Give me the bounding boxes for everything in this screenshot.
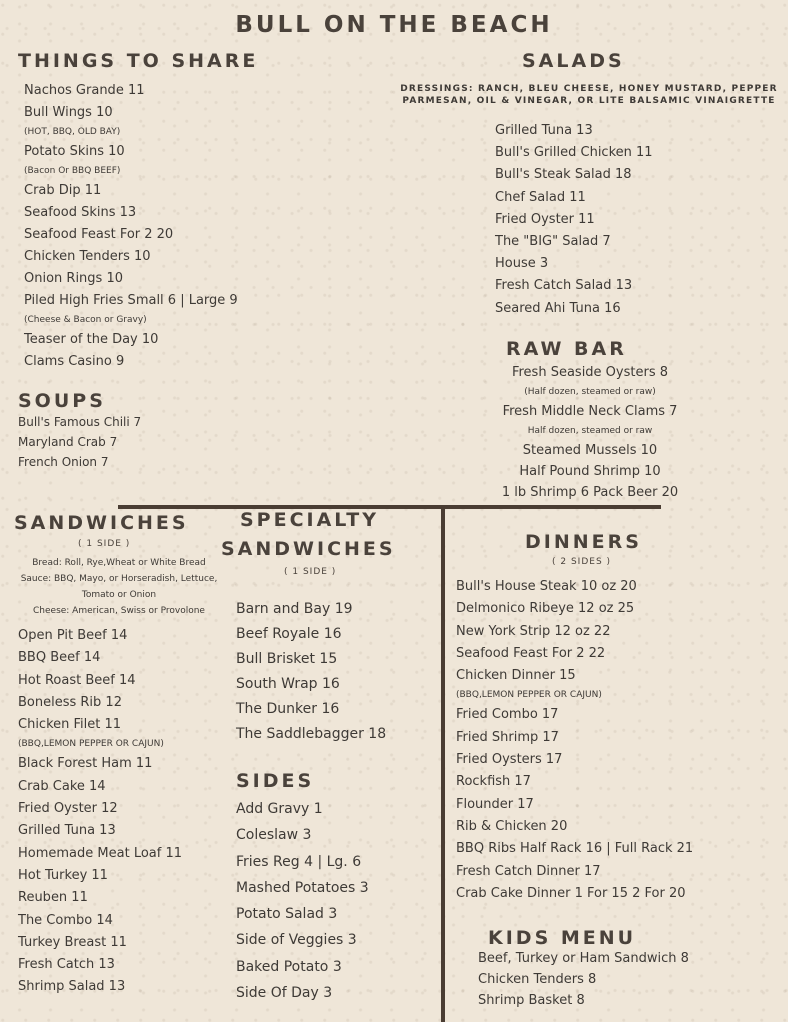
menu-item: Clams Casino 9 — [24, 354, 125, 369]
menu-item: House 3 — [495, 256, 549, 272]
salads-heading: SALADS — [522, 50, 625, 72]
menu-item: Bull's Famous Chili 7 — [18, 415, 142, 429]
share-list — [24, 80, 238, 373]
menu-item: Chef Salad 11 — [495, 189, 586, 205]
menu-item: Grilled Tuna 13 — [495, 123, 593, 138]
menu-item: Crab Cake Dinner 1 For 15 2 For 20 — [456, 885, 686, 901]
specialty-heading-2: SANDWICHES — [221, 538, 396, 560]
menu-item: Shrimp Salad 13 — [18, 979, 126, 995]
menu-item: South Wrap 16 — [236, 676, 340, 692]
menu-item: Baked Potato 3 — [236, 958, 342, 975]
item-note: (Half dozen, steamed or raw) — [524, 387, 656, 397]
kids-heading: KIDS MENU — [488, 927, 637, 949]
soups-list — [18, 412, 141, 472]
menu-item: Side of Veggies 3 — [236, 932, 357, 949]
menu-item: Side Of Day 3 — [236, 985, 333, 1002]
sandwich-options — [8, 555, 230, 619]
menu-item: Shrimp Basket 8 — [478, 993, 585, 1008]
menu-item: Bull's Grilled Chicken 11 — [495, 145, 653, 161]
menu-item: Beef Royale 16 — [236, 626, 342, 642]
cheese-options: Cheese: American, Swiss or Provolone — [33, 606, 205, 616]
menu-item: Maryland Crab 7 — [18, 435, 118, 449]
menu-item: Fresh Middle Neck Clams 7 — [502, 404, 678, 419]
menu-item: 1 lb Shrimp 6 Pack Beer 20 — [501, 485, 679, 500]
menu-item: New York Strip 12 oz 22 — [456, 623, 611, 639]
menu-item: Beef, Turkey or Ham Sandwich 8 — [478, 951, 689, 966]
menu-item: Rockfish 17 — [456, 774, 531, 790]
menu-item: The Saddlebagger 18 — [236, 726, 387, 742]
menu-item: Seafood Feast For 2 22 — [456, 645, 606, 661]
menu-item: The Combo 14 — [18, 912, 113, 928]
menu-item: Nachos Grande 11 — [24, 83, 145, 98]
soups-heading: SOUPS — [18, 390, 106, 412]
menu-item: The Dunker 16 — [236, 701, 340, 717]
item-note: (Cheese & Bacon or Gravy) — [24, 315, 147, 325]
menu-item: Crab Cake 14 — [18, 778, 106, 794]
sandwiches-list — [18, 625, 182, 999]
item-note: (HOT, BBQ, OLD BAY) — [24, 127, 121, 137]
menu-item: Teaser of the Day 10 — [24, 332, 159, 347]
menu-item: Open Pit Beef 14 — [18, 628, 128, 643]
sides-list — [236, 796, 369, 1006]
menu-item: Reuben 11 — [18, 890, 88, 906]
menu-item: Fresh Catch 13 — [18, 957, 115, 973]
menu-item: French Onion 7 — [18, 455, 109, 469]
specialty-sub: ( 1 SIDE ) — [284, 567, 337, 577]
menu-item: Bull's Steak Salad 18 — [495, 167, 632, 183]
bread-options: Bread: Roll, Rye,Wheat or White Bread — [32, 558, 206, 568]
menu-item: Hot Turkey 11 — [18, 867, 108, 883]
menu-item: Fresh Catch Dinner 17 — [456, 863, 601, 879]
menu-item: Potato Skins 10 — [24, 144, 125, 159]
menu-item: Seared Ahi Tuna 16 — [495, 300, 621, 316]
item-note: Half dozen, steamed or raw — [527, 426, 653, 436]
share-heading: THINGS TO SHARE — [18, 50, 259, 72]
menu-item: BBQ Ribs Half Rack 16 | Full Rack 21 — [456, 841, 694, 857]
menu-item: Fried Oysters 17 — [456, 752, 563, 768]
menu-item: Onion Rings 10 — [24, 271, 123, 286]
menu-item: Seafood Skins 13 — [24, 205, 137, 220]
sandwiches-sub: ( 1 SIDE ) — [78, 539, 131, 549]
menu-item: Fresh Catch Salad 13 — [495, 278, 633, 294]
kids-list — [478, 948, 689, 1011]
menu-item: Fries Reg 4 | Lg. 6 — [236, 853, 362, 870]
sides-heading: SIDES — [236, 770, 315, 792]
raw-bar-list — [460, 362, 720, 503]
sauce-options: Sauce: BBQ, Mayo, or Horseradish, Lettuce, Tomato or Onion — [20, 574, 218, 600]
menu-item: Fried Oyster 12 — [18, 801, 118, 817]
menu-item: Crab Dip 11 — [24, 183, 102, 198]
menu-item: Black Forest Ham 11 — [18, 756, 153, 772]
menu-item: Coleslaw 3 — [236, 827, 312, 844]
menu-item: Barn and Bay 19 — [236, 601, 353, 617]
menu-item: Chicken Dinner 15 — [456, 668, 576, 684]
menu-item: Chicken Filet 11 — [18, 717, 122, 733]
menu-item: Half Pound Shrimp 10 — [519, 464, 661, 479]
item-note: (BBQ,LEMON PEPPER OR CAJUN) — [18, 739, 164, 750]
menu-item: Fried Shrimp 17 — [456, 729, 559, 745]
menu-item: Seafood Feast For 2 20 — [24, 227, 174, 242]
menu-item: Mashed Potatoes 3 — [236, 879, 369, 896]
specialty-list — [236, 597, 386, 747]
sandwiches-heading: SANDWICHES — [14, 512, 189, 534]
menu-item: Bull's House Steak 10 oz 20 — [456, 579, 637, 594]
specialty-heading-1: SPECIALTY — [240, 509, 379, 531]
menu-item: Homemade Meat Loaf 11 — [18, 845, 182, 861]
menu-item: Turkey Breast 11 — [18, 934, 127, 950]
raw-bar-heading: RAW BAR — [506, 338, 627, 360]
vertical-divider — [441, 509, 445, 1022]
menu-item: Hot Roast Beef 14 — [18, 672, 136, 688]
menu-item: Delmonico Ribeye 12 oz 25 — [456, 601, 635, 617]
menu-item: Boneless Rib 12 — [18, 694, 122, 710]
menu-title: BULL ON THE BEACH — [235, 12, 553, 38]
menu-item: Flounder 17 — [456, 796, 534, 812]
menu-item: Fried Combo 17 — [456, 707, 559, 723]
horizontal-divider — [118, 505, 661, 509]
salads-list — [495, 120, 653, 320]
menu-item: Rib & Chicken 20 — [456, 818, 568, 834]
menu-item: BBQ Beef 14 — [18, 650, 101, 666]
menu-item: Chicken Tenders 8 — [478, 972, 597, 987]
menu-item: Grilled Tuna 13 — [18, 823, 116, 839]
salad-dressings: DRESSINGS: RANCH, BLEU CHEESE, HONEY MUSTARD, PEPPER PARMESAN, OIL & VINEGAR, OR LITE BALSAMIC VINAIGRETTE — [400, 84, 778, 106]
menu-item: The "BIG" Salad 7 — [495, 233, 611, 249]
menu-item: Steamed Mussels 10 — [522, 443, 658, 458]
menu-item: Potato Salad 3 — [236, 906, 338, 923]
menu-item: Bull Wings 10 — [24, 105, 113, 120]
dinners-list — [456, 576, 693, 905]
menu-item: Chicken Tenders 10 — [24, 249, 151, 264]
item-note: (Bacon Or BBQ BEEF) — [24, 166, 121, 176]
menu-item: Fried Oyster 11 — [495, 211, 595, 227]
menu-item: Add Gravy 1 — [236, 801, 323, 817]
menu-item: Fresh Seaside Oysters 8 — [511, 365, 669, 380]
menu-item: Bull Brisket 15 — [236, 651, 338, 667]
item-note: (BBQ,LEMON PEPPER OR CAJUN) — [456, 690, 602, 701]
dinners-sub: ( 2 SIDES ) — [552, 557, 612, 567]
dinners-heading: DINNERS — [525, 531, 642, 553]
menu-item: Piled High Fries Small 6 | Large 9 — [24, 293, 238, 308]
